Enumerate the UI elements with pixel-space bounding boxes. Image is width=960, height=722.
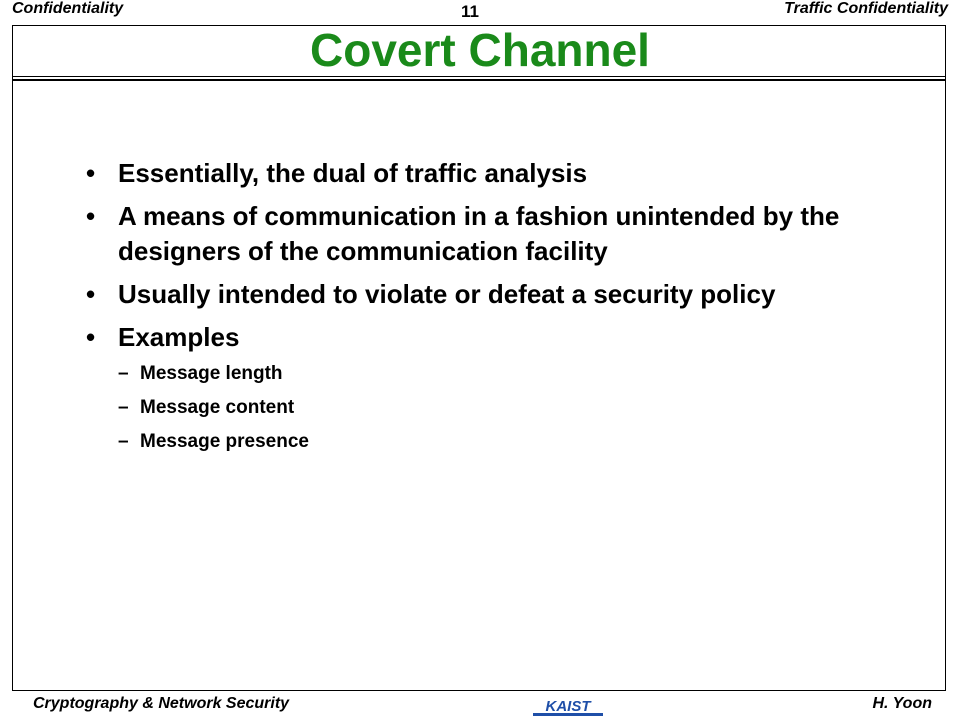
bullet-item [86,156,906,191]
title-divider-thin [13,76,945,77]
sub-bullet-marker: – [118,397,129,418]
sub-bullet-item [118,391,906,425]
bullet-marker: • [86,201,96,231]
bullet-marker: • [86,279,96,309]
sub-bullet-list [118,357,906,459]
sub-bullet-marker: – [118,363,129,384]
slide-title: Covert Channel [310,24,650,76]
kaist-logo [533,697,603,722]
bullet-text: Usually intended to violate or defeat a security policy [118,279,776,309]
bullet-marker: • [86,158,96,188]
bullet-item [86,199,906,269]
title-divider-thick [13,79,945,81]
sub-bullet-text: Message presence [140,431,309,452]
bullet-text: Examples [118,322,240,352]
bullet-item [86,320,906,459]
kaist-logo-text: KAIST [545,698,591,715]
kaist-logo-icon [533,697,603,717]
sub-bullet-marker: – [118,431,129,452]
sub-bullet-item [118,425,906,459]
footer-course-title: Cryptography & Network Security [33,695,290,712]
sub-bullet-text: Message length [140,363,283,384]
bullet-list [86,156,906,467]
page-number: 11 [461,2,479,21]
bullet-marker: • [86,322,96,352]
footer-author: H. Yoon [872,695,932,712]
bullet-item [86,277,906,312]
sub-bullet-text: Message content [140,397,295,418]
sub-bullet-item [118,357,906,391]
header-left-label: Confidentiality [12,0,124,17]
bullet-text: Essentially, the dual of traffic analysis [118,158,588,188]
header-right-label: Traffic Confidentiality [784,0,948,17]
bullet-text: A means of communication in a fashion unintended by the designers of the communication facility [118,201,840,266]
